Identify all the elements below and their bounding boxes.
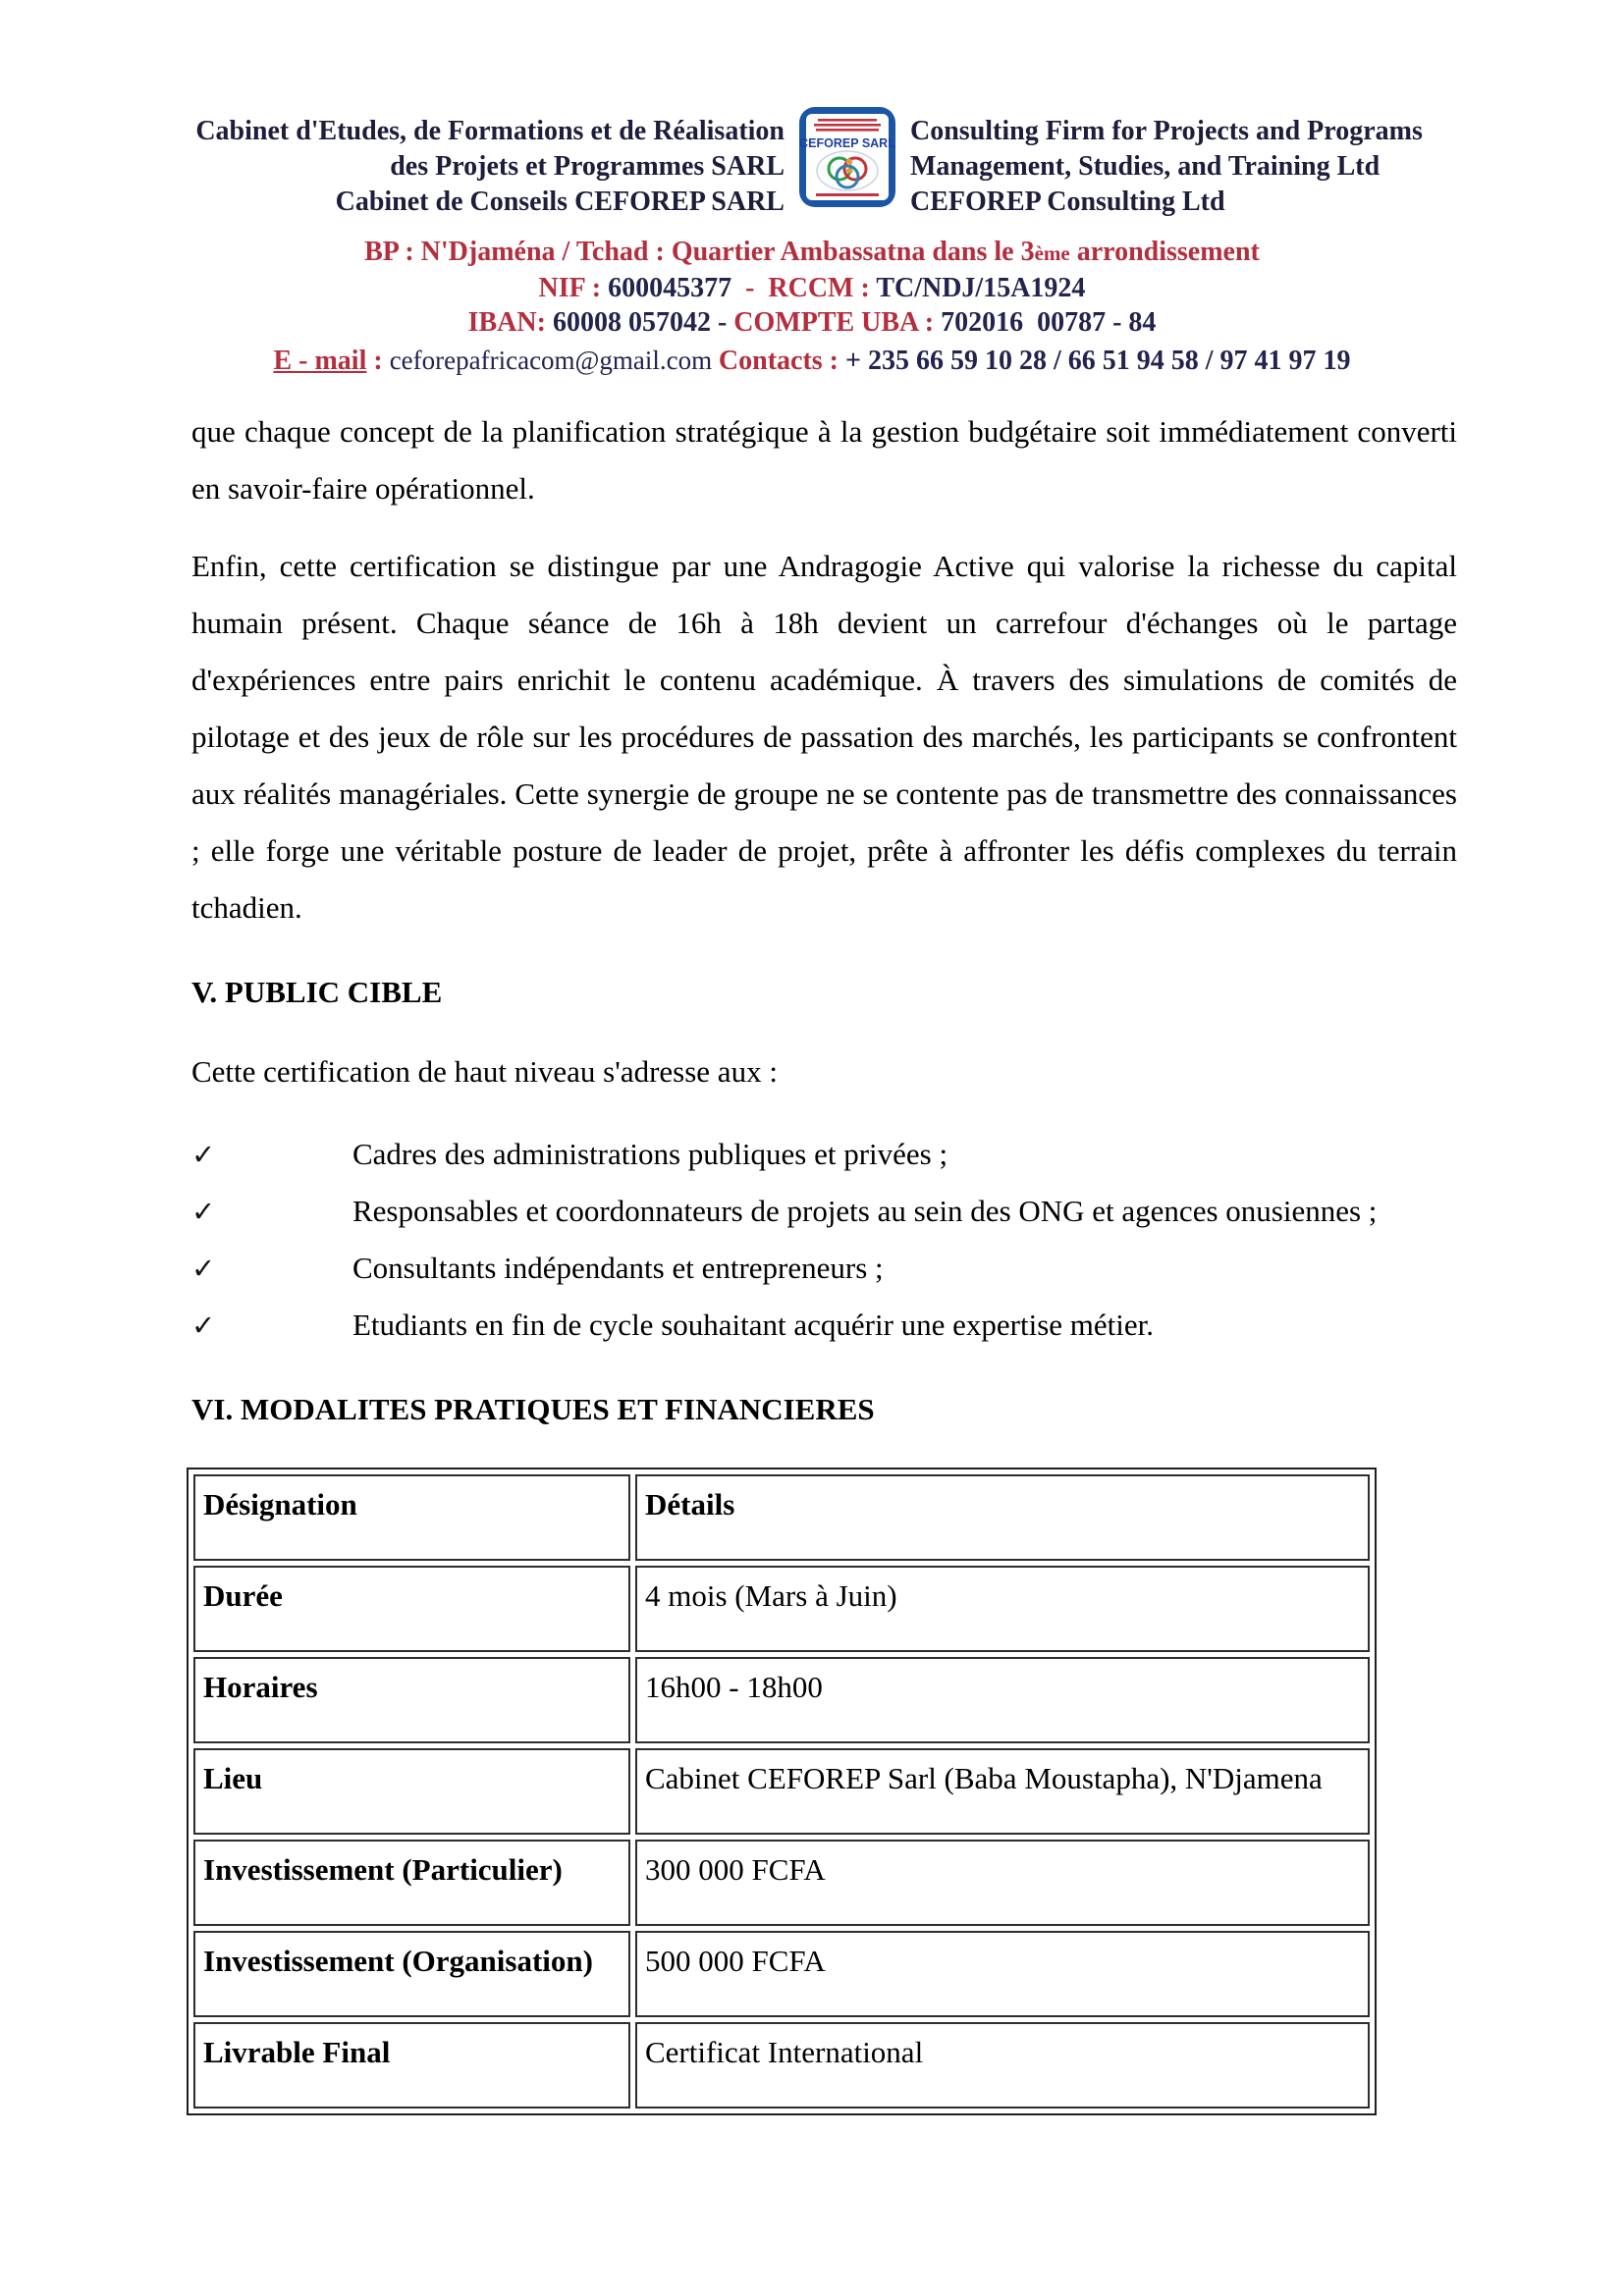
table-cell-value: 300 000 FCFA [635,1840,1370,1926]
section-v-intro: Cette certification de haut niveau s'adresse aux : [191,1054,778,1089]
table-row [193,1748,1370,1835]
section-v-heading: V. PUBLIC CIBLE [191,975,443,1009]
company-title-english [910,106,1440,220]
contacts-phones: + 235 66 59 10 28 / 66 51 94 58 / 97 41 97 19 [845,346,1351,376]
address-ordinal: ème [1034,241,1070,265]
check-icon: ✓ [191,1138,216,1171]
list-item [191,1183,1457,1240]
compte-uba-label: COMPTE UBA : [733,307,942,338]
paragraph-2: Enfin, cette certification se distingue par une Andragogie Active qui valorise la richesse du capital humain présent. Chaque séance de 16h à 18h devient un carrefour d'échanges où le partage d'expériences entre pairs enrichit le contenu académique. À travers des simulations de comités de pilotage et des jeux de rôle sur les procédures de passation des marchés, les participants se confrontent aux réalités managériales. Cette synergie de groupe ne se contente pas de transmettre des connaissances ; elle forge une véritable posture de leader de projet, prête à affronter les défis complexes du terrain tchadien. [191,549,1457,925]
rccm-value: TC/NDJ/15A1924 [876,273,1086,303]
check-icon: ✓ [191,1252,216,1285]
table-cell-key: Investissement (Particulier) [193,1840,630,1926]
company-title-en-line1: Consulting Firm for Projects and Programs [910,116,1423,146]
list-item-label: Responsables et coordonnateurs de projets au sein des ONG et agences onusiennes ; [352,1194,1378,1228]
list-item [191,1240,1457,1297]
list-item-label: Etudiants en fin de cycle souhaitant acquérir une expertise métier. [352,1308,1155,1342]
address-line [0,235,1624,271]
table-cell-value: Certificat International [635,2022,1370,2109]
check-icon: ✓ [191,1308,216,1342]
table-cell-value: 16h00 - 18h00 [635,1657,1370,1743]
nif-label: NIF : [538,273,609,303]
email-label: E - mail [273,346,367,376]
paragraph-1: que chaque concept de la planification stratégique à la gestion budgétaire soit immédiatement converti en savoir-faire opérationnel. [191,414,1457,506]
table-row [193,2022,1370,2109]
list-item [191,1126,1457,1183]
table-cell-value: 4 mois (Mars à Juin) [635,1566,1370,1652]
email-contacts-line [0,344,1624,378]
letterhead [0,0,1624,378]
target-audience-list [191,1126,1457,1354]
company-title-en-line2: Management, Studies, and Training Ltd [910,151,1380,182]
section-vi-heading: VI. MODALITES PRATIQUES ET FINANCIERES [191,1392,875,1426]
table-cell-value: 500 000 FCFA [635,1931,1370,2017]
logo-wordmark: CEFOREP SARL [799,136,895,150]
table-cell-key: Durée [193,1566,630,1652]
table-row [193,1657,1370,1743]
company-title-fr-line1: Cabinet d'Etudes, de Formations et de Réalisation [195,116,785,146]
nif-value: 600045377 [608,273,732,303]
address-text: BP : N'Djaména / Tchad : Quartier Ambassatna dans le 3 [364,237,1035,267]
letterhead-top [0,106,1624,220]
rccm-label: RCCM : [768,273,877,303]
table-row [193,1840,1370,1926]
table-cell-key: Investissement (Organisation) [193,1931,630,2017]
ceforep-logo [798,106,896,208]
email-address: ceforepafricacom@gmail.com [389,346,719,375]
table-header-details: Détails [635,1474,1370,1561]
address-text-end: arrondissement [1069,237,1260,267]
table-row [193,1566,1370,1652]
contacts-label: Contacts : [718,346,845,376]
table-cell-key: Lieu [193,1748,630,1835]
list-item [191,1297,1457,1354]
iban-value: 60008 057042 - [552,307,734,338]
nif-rccm-line [0,271,1624,305]
compte-uba-value: 702016 00787 - 84 [941,307,1157,338]
list-item-label: Cadres des administrations publiques et privées ; [352,1137,948,1171]
list-item-label: Consultants indépendants et entrepreneurs ; [352,1251,884,1285]
check-icon: ✓ [191,1195,216,1228]
table-header-row [193,1474,1370,1561]
company-title-fr-line3: Cabinet de Conseils CEFOREP SARL [335,187,785,217]
table-cell-key: Horaires [193,1657,630,1743]
nif-rccm-separator: - [731,273,769,303]
table-header-designation: Désignation [193,1474,630,1561]
company-title-en-line3: CEFOREP Consulting Ltd [910,187,1225,217]
iban-line [0,305,1624,340]
iban-label: IBAN: [467,307,553,338]
table-row [193,1931,1370,2017]
table-cell-value: Cabinet CEFOREP Sarl (Baba Moustapha), N'Djamena [635,1748,1370,1835]
modalities-table [187,1468,1377,2115]
company-title-fr-line2: des Projets et Programmes SARL [390,151,785,182]
company-title-french [184,106,785,220]
document-body [191,403,1457,2115]
email-colon: : [366,346,390,376]
table-cell-key: Livrable Final [193,2022,630,2109]
